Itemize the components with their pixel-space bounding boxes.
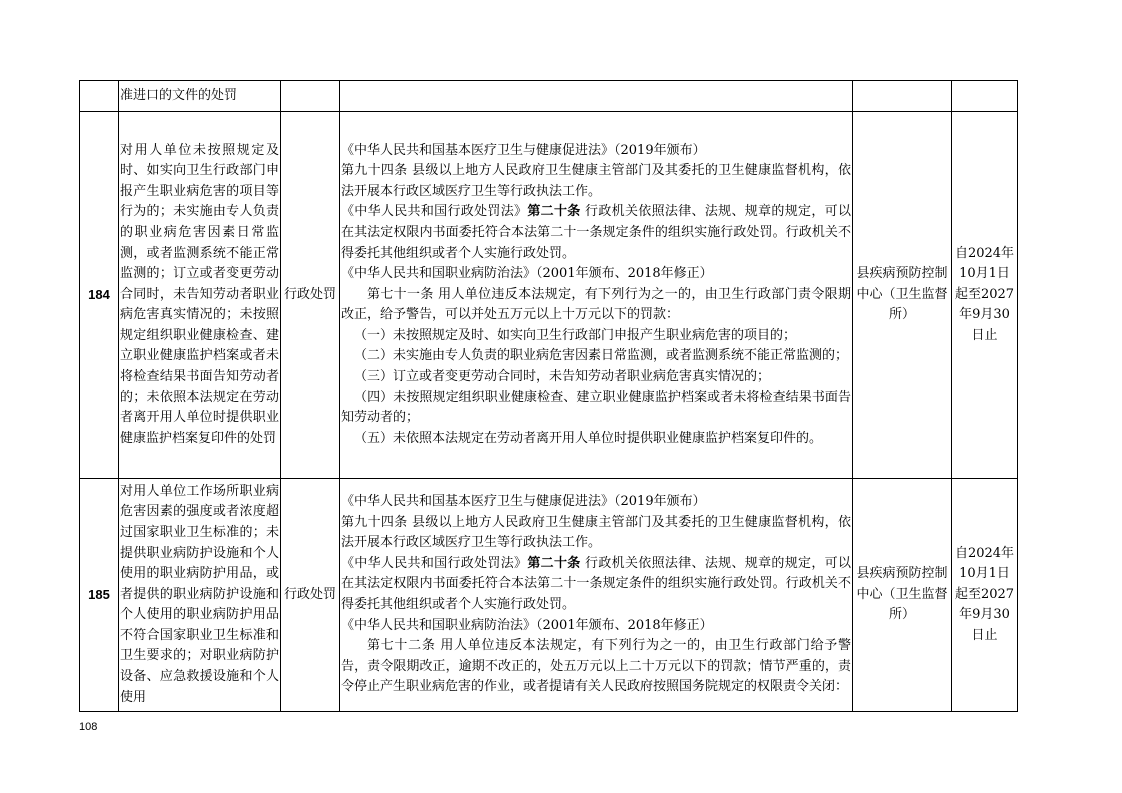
legal-basis	[340, 479, 853, 712]
law-enforcement-table	[79, 80, 1018, 712]
item-number-cell	[80, 81, 119, 112]
basis-clause: （一）未按照规定及时、如实向卫生行政部门申报产生职业病危害的项目的；	[354, 327, 797, 343]
basis-article: 第七十二条 用人单位违反本法规定，有下列行为之一的，由卫生行政部门给予警告，责令限期改正，逾期不改正的，处五万元以上二十万元以下的罚款；情节严重的，责令停止产生职业病危害的作业，或者提请有关人民政府按照国务院规定的权限责令关闭：	[341, 638, 851, 695]
item-type: 行政处罚	[281, 479, 340, 712]
basis-clause: （三）订立或者变更劳动合同时，未告知劳动者职业病危害真实情况的；	[354, 369, 771, 385]
enforcement-body-cell	[853, 81, 952, 112]
basis-law-title: 《中华人民共和国基本医疗卫生与健康促进法》（2019年颁布）	[341, 494, 706, 510]
enforcement-body: 县疾病预防控制中心（卫生监督所）	[853, 112, 952, 479]
enforcement-body: 县疾病预防控制中心（卫生监督所）	[853, 479, 952, 712]
table-row	[80, 479, 1018, 712]
basis-clause: （五）未依照本法规定在劳动者离开用人单位时提供职业健康监护档案复印件的。	[354, 430, 823, 446]
basis-law-title: 《中华人民共和国职业病防治法》（2001年颁布、2018年修正）	[341, 266, 713, 282]
table-row	[80, 112, 1018, 479]
page-number: 108	[79, 721, 98, 733]
legal-basis-cell	[340, 81, 853, 112]
validity-period: 自2024年10月1日起至2027年9月30日止	[952, 479, 1018, 712]
basis-law-title: 《中华人民共和国职业病防治法》（2001年颁布、2018年修正）	[341, 617, 713, 633]
basis-article: 第七十一条 用人单位违反本法规定，有下列行为之一的，由卫生行政部门责令限期改正，给予警告，可以并处五万元以上十万元以下的罚款：	[341, 286, 851, 323]
item-number: 185	[80, 479, 119, 712]
basis-article: 第九十四条 县级以上地方人民政府卫生健康主管部门及其委托的卫生健康监督机构，依法开展本行政区域医疗卫生等行政执法工作。	[341, 514, 851, 551]
item-number: 184	[80, 112, 119, 479]
item-type-cell	[281, 81, 340, 112]
basis-article: 第九十四条 县级以上地方人民政府卫生健康主管部门及其委托的卫生健康监督机构，依法开展本行政区域医疗卫生等行政执法工作。	[341, 163, 851, 199]
validity-period-cell	[952, 81, 1018, 112]
validity-period: 自2024年10月1日起至2027年9月30日止	[952, 112, 1018, 479]
table-row	[80, 81, 1018, 112]
item-type: 行政处罚	[281, 112, 340, 479]
legal-basis	[340, 112, 853, 479]
basis-article: 《中华人民共和国行政处罚法》第二十条 行政机关依照法律、法规、规章的规定，可以在其法定权限内书面委托符合本法第二十一条规定条件的组织实施行政处罚。行政机关不得委托其他组织或者个人实施行政处罚。	[341, 555, 851, 612]
item-name: 对用人单位工作场所职业病危害因素的强度或者浓度超过国家职业卫生标准的；未提供职业病防护设施和个人使用的职业病防护用品，或者提供的职业病防护设施和个人使用的职业病防护用品不符合国家职业卫生标准和卫生要求的；对职业病防护设备、应急救援设施和个人使用	[119, 479, 281, 712]
item-name-cell: 准进口的文件的处罚	[119, 81, 281, 112]
item-name: 对用人单位未按照规定及时、如实向卫生行政部门申报产生职业病危害的项目等行为的；未实施由专人负责的职业病危害因素日常监测，或者监测系统不能正常监测的；订立或者变更劳动合同时，未告知劳动者职业病危害真实情况的；未按照规定组织职业健康检查、建立职业健康监护档案或者未将检查结果书面告知劳动者的；未依照本法规定在劳动者离开用人单位时提供职业健康监护档案复印件的处罚	[119, 112, 281, 479]
basis-article: 《中华人民共和国行政处罚法》第二十条 行政机关依照法律、法规、规章的规定，可以在其法定权限内书面委托符合本法第二十一条规定条件的组织实施行政处罚。行政机关不得委托其他组织或者个人实施行政处罚。	[341, 204, 851, 261]
basis-clause: （四）未按照规定组织职业健康检查、建立职业健康监护档案或者未将检查结果书面告知劳动者的；	[341, 389, 851, 426]
basis-clause: （二）未实施由专人负责的职业病危害因素日常监测，或者监测系统不能正常监测的；	[354, 348, 849, 364]
basis-law-title: 《中华人民共和国基本医疗卫生与健康促进法》（2019年颁布）	[341, 142, 706, 158]
